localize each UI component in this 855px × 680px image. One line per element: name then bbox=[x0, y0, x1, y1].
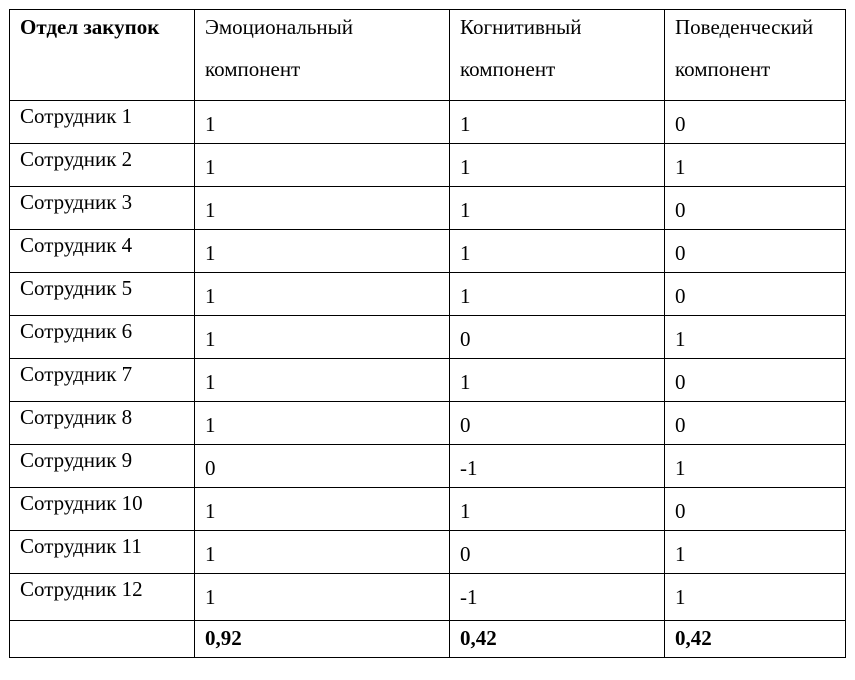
header-emotional bbox=[195, 10, 450, 101]
cognitive-value-cell: 0 bbox=[450, 531, 665, 574]
emotional-value-cell: 1 bbox=[195, 144, 450, 187]
employee-name-cell: Сотрудник 7 bbox=[10, 359, 195, 402]
cognitive-value-cell: 1 bbox=[450, 101, 665, 144]
emotional-value-cell: 1 bbox=[195, 531, 450, 574]
header-department bbox=[10, 10, 195, 101]
cognitive-value-cell: 1 bbox=[450, 144, 665, 187]
cognitive-value-cell: 1 bbox=[450, 230, 665, 273]
attitude-components-table bbox=[9, 9, 846, 658]
behavioral-value-cell: 0 bbox=[665, 359, 846, 402]
behavioral-value-cell: 0 bbox=[665, 230, 846, 273]
employee-name-cell: Сотрудник 10 bbox=[10, 488, 195, 531]
header-emotional-line2: компонент bbox=[205, 57, 301, 81]
cognitive-value-cell: 1 bbox=[450, 273, 665, 316]
emotional-value-cell: 1 bbox=[195, 101, 450, 144]
employee-name-cell: Сотрудник 6 bbox=[10, 316, 195, 359]
employee-name-cell: Сотрудник 2 bbox=[10, 144, 195, 187]
table-row bbox=[10, 359, 846, 402]
table-row bbox=[10, 402, 846, 445]
employee-name-cell: Сотрудник 11 bbox=[10, 531, 195, 574]
cognitive-value-cell: 0 bbox=[450, 402, 665, 445]
employee-name-cell: Сотрудник 4 bbox=[10, 230, 195, 273]
table-row bbox=[10, 187, 846, 230]
emotional-value-cell: 1 bbox=[195, 402, 450, 445]
emotional-value-cell: 1 bbox=[195, 230, 450, 273]
table-row bbox=[10, 574, 846, 621]
emotional-value-cell: 0 bbox=[195, 445, 450, 488]
header-row bbox=[10, 10, 846, 101]
cognitive-value-cell: 1 bbox=[450, 488, 665, 531]
header-department-label: Отдел закупок bbox=[20, 15, 160, 39]
behavioral-value-cell: 0 bbox=[665, 402, 846, 445]
header-cognitive-line2: компонент bbox=[460, 57, 556, 81]
totals-row bbox=[10, 621, 846, 658]
table-row bbox=[10, 144, 846, 187]
behavioral-value-cell: 1 bbox=[665, 316, 846, 359]
table-body bbox=[10, 101, 846, 621]
employee-name-cell: Сотрудник 8 bbox=[10, 402, 195, 445]
header-behavioral bbox=[665, 10, 846, 101]
behavioral-value-cell: 1 bbox=[665, 445, 846, 488]
totals-emotional: 0,92 bbox=[195, 621, 450, 658]
cognitive-value-cell: 1 bbox=[450, 359, 665, 402]
employee-name-cell: Сотрудник 5 bbox=[10, 273, 195, 316]
behavioral-value-cell: 0 bbox=[665, 101, 846, 144]
table-row bbox=[10, 316, 846, 359]
totals-label bbox=[10, 621, 195, 658]
emotional-value-cell: 1 bbox=[195, 273, 450, 316]
emotional-value-cell: 1 bbox=[195, 316, 450, 359]
employee-name-cell: Сотрудник 3 bbox=[10, 187, 195, 230]
header-behavioral-line1: Поведенческий bbox=[675, 15, 814, 39]
totals-cognitive: 0,42 bbox=[450, 621, 665, 658]
emotional-value-cell: 1 bbox=[195, 488, 450, 531]
table-row bbox=[10, 531, 846, 574]
totals-behavioral: 0,42 bbox=[665, 621, 846, 658]
table-row bbox=[10, 101, 846, 144]
behavioral-value-cell: 1 bbox=[665, 574, 846, 621]
table-row bbox=[10, 488, 846, 531]
cognitive-value-cell: 0 bbox=[450, 316, 665, 359]
cognitive-value-cell: 1 bbox=[450, 187, 665, 230]
behavioral-value-cell: 0 bbox=[665, 273, 846, 316]
employee-name-cell: Сотрудник 1 bbox=[10, 101, 195, 144]
cognitive-value-cell: -1 bbox=[450, 574, 665, 621]
table-row bbox=[10, 273, 846, 316]
emotional-value-cell: 1 bbox=[195, 187, 450, 230]
behavioral-value-cell: 0 bbox=[665, 187, 846, 230]
employee-name-cell: Сотрудник 9 bbox=[10, 445, 195, 488]
behavioral-value-cell: 1 bbox=[665, 531, 846, 574]
emotional-value-cell: 1 bbox=[195, 574, 450, 621]
header-emotional-line1: Эмоциональный bbox=[205, 15, 354, 39]
employee-name-cell: Сотрудник 12 bbox=[10, 574, 195, 621]
behavioral-value-cell: 0 bbox=[665, 488, 846, 531]
header-behavioral-line2: компонент bbox=[675, 57, 771, 81]
header-cognitive bbox=[450, 10, 665, 101]
table-row bbox=[10, 445, 846, 488]
table-row bbox=[10, 230, 846, 273]
behavioral-value-cell: 1 bbox=[665, 144, 846, 187]
emotional-value-cell: 1 bbox=[195, 359, 450, 402]
cognitive-value-cell: -1 bbox=[450, 445, 665, 488]
header-cognitive-line1: Когнитивный bbox=[460, 15, 582, 39]
